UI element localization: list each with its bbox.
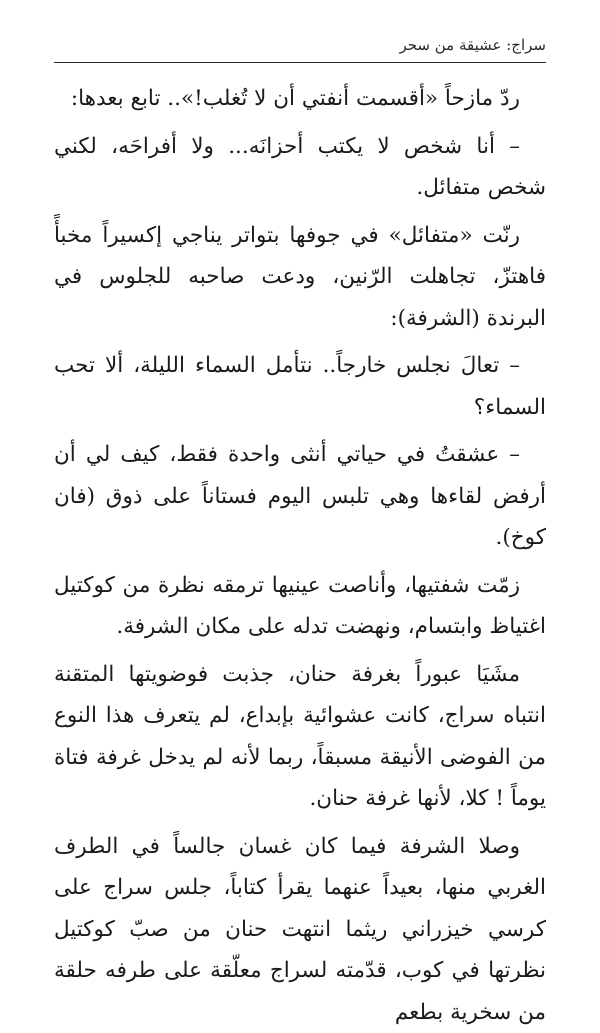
running-title: سراج: عشيقة من سحر xyxy=(54,36,546,54)
paragraph: – تعالَ نجلس خارجاً.. نتأمل السماء الليلة، ألا تحب السماء؟ xyxy=(54,345,546,428)
header-rule xyxy=(54,62,546,63)
paragraph: رنّت «متفائل» في جوفها بتواتر يناجي إكسيراً مخبأً فاهتزّ، تجاهلت الرّنين، ودعت صاحبه للجلوس في البرندة (الشرفة): xyxy=(54,215,546,340)
paragraph: ردّ مازحاً «أقسمت أنفتي أن لا تُغلب!».. تابع بعدها: xyxy=(54,78,546,120)
paragraph: وصلا الشرفة فيما كان غسان جالساً في الطرف الغربي منها، بعيداً عنهما يقرأ كتاباً، جلس سراج على كرسي خيزراني ريثما انتهت حنان من صبّ كوكتيل نظرتها في كوب، قدّمته لسراج معلّقة على طرفه حلقة من سخرية بطعم xyxy=(54,826,546,1033)
paragraph: – عشقتُ في حياتي أنثى واحدة فقط، كيف لي أن أرفض لقاءها وهي تلبس اليوم فستاناً على ذوق (فان كوخ). xyxy=(54,434,546,559)
paragraph: مشَيَا عبوراً بغرفة حنان، جذبت فوضويتها المتقنة انتباه سراج، كانت عشوائية بإبداع، لم يتعرف هذا النوع من الفوضى الأنيقة مسبقاً، ربما لأنه لم يدخل غرفة فتاة يوماً ! كلا، لأنها غرفة حنان. xyxy=(54,654,546,820)
paragraph: – أنا شخص لا يكتب أحزانَه... ولا أفراحَه، لكني شخص متفائل. xyxy=(54,126,546,209)
paragraph: زمّت شفتيها، وأناصت عينيها ترمقه نظرة من كوكتيل اغتياظ وابتسام، ونهضت تدله على مكان الشرفة. xyxy=(54,565,546,648)
body-text xyxy=(54,78,546,992)
